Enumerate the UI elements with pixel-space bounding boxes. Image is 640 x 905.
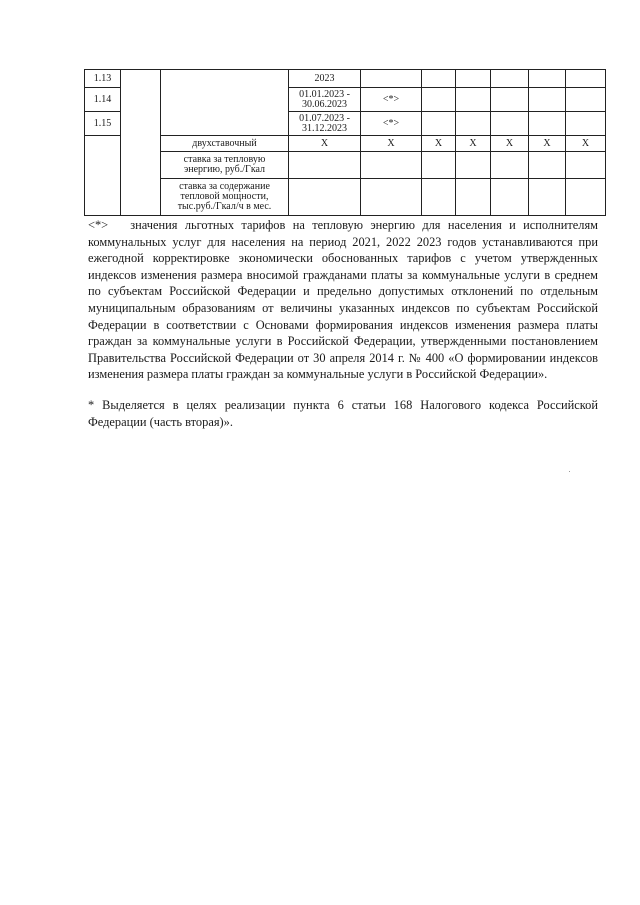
label-line: ставка за тепловую [183,154,266,165]
table-row [85,152,606,179]
label-line: тепловой мощности, [180,191,269,202]
scan-speck [569,471,570,472]
footnote [88,217,598,383]
x-mark: X [456,136,491,152]
period-from: 01.07.2023 - [299,112,350,124]
table-row [85,136,606,152]
x-mark: X [361,136,422,152]
x-mark: X [566,136,606,152]
period-from: 01.01.2023 - [299,88,350,100]
period-cell [289,112,361,136]
empty-cell [161,70,289,136]
label-line: тыс.руб./Гкал/ч в мес. [177,201,272,212]
period-cell: 2023 [289,70,361,88]
row-number: 1.15 [85,112,121,136]
asterisk-note: * Выделяется в целях реализации пункта 6 статьи 168 Налогового кодекса Российской Федерации (часть вторая)». [88,398,598,429]
empty-cell [121,70,161,216]
row-number: 1.13 [85,70,121,88]
value-cell [361,70,422,88]
two-part-label: двухставочный [161,136,289,152]
label-line: ставка за содержание [179,181,270,192]
x-mark: X [491,136,529,152]
x-mark: X [289,136,361,152]
footnote-marker: <*> [88,218,109,232]
rate-energy-label [161,152,289,179]
row-number: 1.14 [85,88,121,112]
value-cell: <*> [361,112,422,136]
footnote-text: значения льготных тарифов на тепловую энергию для населения и исполнителям коммунальных услуг для населения на период 2021, 2022 2023 годов устанавливаются при ежегодной корректировке экономически обоснованных тарифов с учетом утвержденных индексов изменения размера вносимой гражданами платы за коммунальные услуги в среднем по субъектам Российской Федерации и предельно допустимых отклонений по отдельным муниципальным образованиям от величины указанных индексов по субъектам Российской Федерации в соответствии с Основами формирования индексов изменения размера платы граждан за коммунальные услуги в Российской Федерации, утвержденными постановлением Правительства Российской Федерации от 30 апреля 2014 г. № 400 «О формировании индексов изменения размера платы граждан за коммунальные услуги в Российской Федерации». [88,218,599,382]
empty-cell [85,136,121,216]
table-row [85,179,606,216]
rate-capacity-label [161,179,289,216]
tariff-table [84,69,606,216]
x-mark: X [422,136,456,152]
value-cell: <*> [361,88,422,112]
period-cell [289,88,361,112]
label-line: энергию, руб./Гкал [183,164,266,175]
table-row [85,70,606,88]
period-to: 31.12.2023 [302,122,347,134]
x-mark: X [529,136,566,152]
period-to: 30.06.2023 [302,98,347,110]
